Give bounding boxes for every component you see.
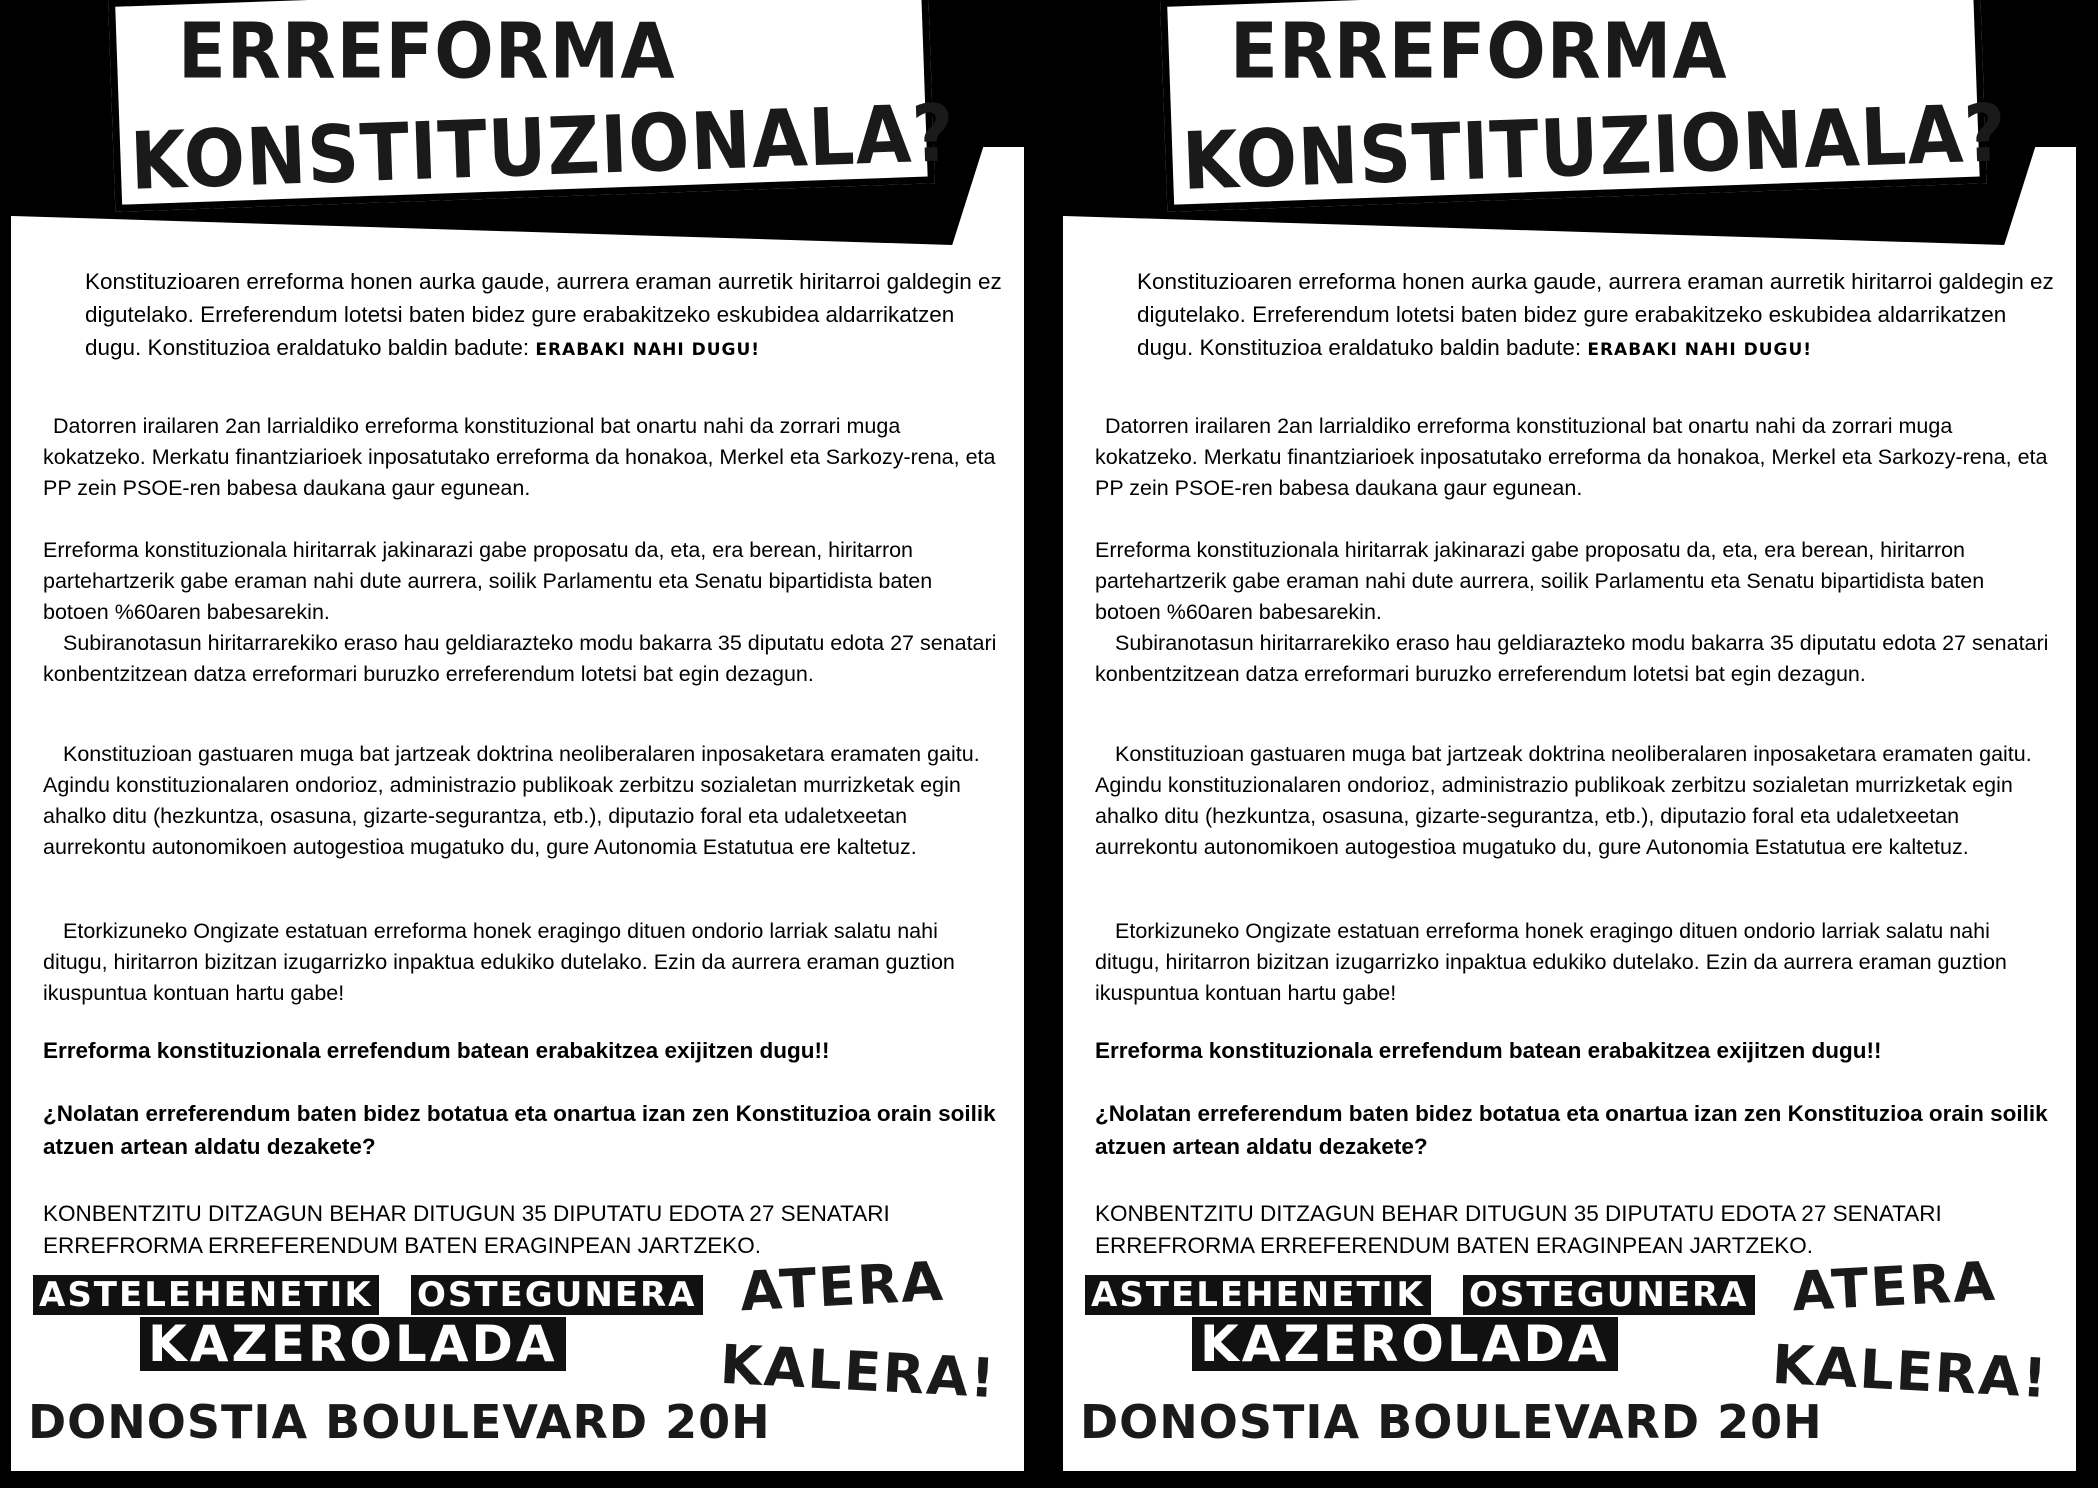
tag-weekday-from: ASTELEHENETIK: [1085, 1275, 1431, 1315]
paragraph-3-text: Konstituzioan gastuaren muga bat jartzeak doktrina neoliberalaren inposaketara eramaten gaitu. Agindu konstituzionalaren ondorioz, administrazio publikoak zerbitzu sozialetan murrizketak egin ahalko ditu (hezkuntza, osasuna, gizarte-segurantza, etb.), diputazio foral eta udaletxeetan aurrekontu autonomikoen autogestioa mugatuko du, gure Autonomia Estatutua ere kaltetuz.: [43, 742, 980, 859]
tag-kazerolada: KAZEROLADA: [1192, 1317, 1618, 1371]
paragraph-3: [43, 739, 1003, 863]
paragraph-3-text: Konstituzioan gastuaren muga bat jartzeak doktrina neoliberalaren inposaketara eramaten gaitu. Agindu konstituzionalaren ondorioz, administrazio publikoak zerbitzu sozialetan murrizketak egin ahalko ditu (hezkuntza, osasuna, gizarte-segurantza, etb.), diputazio foral eta udaletxeetan aurrekontu autonomikoen autogestioa mugatuko du, gure Autonomia Estatutua ere kaltetuz.: [1095, 742, 2032, 859]
title-line-1: ERREFORMA: [1230, 5, 1728, 97]
question-line: ¿Nolatan erreferendum baten bidez botatua eta onartua izan zen Konstituzioa orain soilik atzuen artean aldatu dezakete?: [43, 1101, 996, 1159]
paragraph-2: [43, 535, 1003, 690]
caps-call: KONBENTZITU DITZAGUN BEHAR DITUGUN 35 DIPUTATU EDOTA 27 SENATARI ERREFRORMA ERREFERENDUM BATEN ERAGINPEAN JARTZEKO.: [1095, 1201, 1942, 1258]
slogan-atera: ATERA: [1790, 1249, 1999, 1324]
intro-emphasis: ERABAKI NAHI DUGU!: [1587, 340, 1813, 360]
flyer-right: [1052, 0, 2087, 1488]
title-line-1: ERREFORMA: [178, 5, 676, 97]
intro-emphasis: ERABAKI NAHI DUGU!: [535, 340, 761, 360]
paragraph-4: [1095, 916, 2055, 1009]
event-place-time: DONOSTIA BOULEVARD 20H: [1080, 1395, 1823, 1449]
paragraph-4-text: Etorkizuneko Ongizate estatuan erreforma honek eragingo dituen ondorio larriak salatu nahi ditugu, hiritarron bizitzan izugarrizko inpaktua edukiko dutelako. Ezin da aurrera eraman guztion ikuspuntua kontuan hartu gabe!: [1095, 919, 2007, 1005]
slogan-kalera: KALERA!: [718, 1332, 999, 1411]
tag-kazerolada: KAZEROLADA: [140, 1317, 566, 1371]
paragraph-2b-text: Subiranotasun hiritarrarekiko eraso hau geldiarazteko modu bakarra 35 diputatu edota 27 senatari konbentzitzean datza erreformari buruzko erreferendum lotetsi bat egin dezagun.: [1095, 631, 2049, 686]
paragraph-3: [1095, 739, 2055, 863]
paragraph-2a-text: Erreforma konstituzionala hiritarrak jakinarazi gabe proposatu da, eta, era berean, hiritarron partehartzerik gabe eraman nahi dute aurrera, soilik Parlamentu eta Senatu bipartidista baten botoen %60aren babesarekin.: [43, 538, 933, 624]
question-line: ¿Nolatan erreferendum baten bidez botatua eta onartua izan zen Konstituzioa orain soilik atzuen artean aldatu dezakete?: [1095, 1101, 2048, 1159]
paragraph-2: [1095, 535, 2055, 690]
intro-paragraph: [1095, 265, 2055, 367]
tag-weekday-to: OSTEGUNERA: [411, 1275, 703, 1315]
title-line-2: KONSTITUZIONALA?: [128, 86, 957, 208]
intro-text: Konstituzioaren erreforma honen aurka gaude, aurrera eraman aurretik hiritarroi galdegin ez digutelako. Erreferendum lotetsi baten bidez gure erabakitzeko eskubidea aldarrikatzen dugu. Konstituzioa eraldatuko baldin badute:: [1137, 269, 2054, 360]
paragraph-2b-text: Subiranotasun hiritarrarekiko eraso hau geldiarazteko modu bakarra 35 diputatu edota 27 senatari konbentzitzean datza erreformari buruzko erreferendum lotetsi bat egin dezagun.: [43, 631, 997, 686]
event-place-time: DONOSTIA BOULEVARD 20H: [28, 1395, 771, 1449]
title-line-2: KONSTITUZIONALA?: [1180, 86, 2009, 208]
paragraph-1: [43, 411, 1003, 504]
intro-text: Konstituzioaren erreforma honen aurka gaude, aurrera eraman aurretik hiritarroi galdegin ez digutelako. Erreferendum lotetsi baten bidez gure erabakitzeko eskubidea aldarrikatzen dugu. Konstituzioa eraldatuko baldin badute:: [85, 269, 1002, 360]
demand-line: Erreforma konstituzionala errefendum batean erabakitzea exijitzen dugu!!: [1095, 1038, 1882, 1063]
tag-weekday-to: OSTEGUNERA: [1463, 1275, 1755, 1315]
paragraph-1-text: Datorren irailaren 2an larrialdiko erreforma konstituzional bat onartu nahi da zorrari muga kokatzeko. Merkatu finantziarioek inposatutako erreforma da honakoa, Merkel eta Sarkozy-rena, eta PP zein PSOE-ren babesa daukana gaur egunean.: [43, 414, 996, 500]
flyer-left: [0, 0, 1035, 1488]
paragraph-1: [1095, 411, 2055, 504]
demand-line: Erreforma konstituzionala errefendum batean erabakitzea exijitzen dugu!!: [43, 1038, 830, 1063]
slogan-atera: ATERA: [738, 1249, 947, 1324]
intro-paragraph: [43, 265, 1003, 367]
bottom-border: [0, 1471, 1035, 1488]
paragraph-2a-text: Erreforma konstituzionala hiritarrak jakinarazi gabe proposatu da, eta, era berean, hiritarron partehartzerik gabe eraman nahi dute aurrera, soilik Parlamentu eta Senatu bipartidista baten botoen %60aren babesarekin.: [1095, 538, 1985, 624]
paragraph-1-text: Datorren irailaren 2an larrialdiko erreforma konstituzional bat onartu nahi da zorrari muga kokatzeko. Merkatu finantziarioek inposatutako erreforma da honakoa, Merkel eta Sarkozy-rena, eta PP zein PSOE-ren babesa daukana gaur egunean.: [1095, 414, 2048, 500]
paragraph-4-text: Etorkizuneko Ongizate estatuan erreforma honek eragingo dituen ondorio larriak salatu nahi ditugu, hiritarron bizitzan izugarrizko inpaktua edukiko dutelako. Ezin da aurrera eraman guztion ikuspuntua kontuan hartu gabe!: [43, 919, 955, 1005]
bottom-border: [1052, 1471, 2087, 1488]
tag-weekday-from: ASTELEHENETIK: [33, 1275, 379, 1315]
caps-call: KONBENTZITU DITZAGUN BEHAR DITUGUN 35 DIPUTATU EDOTA 27 SENATARI ERREFRORMA ERREFERENDUM BATEN ERAGINPEAN JARTZEKO.: [43, 1201, 890, 1258]
paragraph-4: [43, 916, 1003, 1009]
slogan-kalera: KALERA!: [1770, 1332, 2051, 1411]
